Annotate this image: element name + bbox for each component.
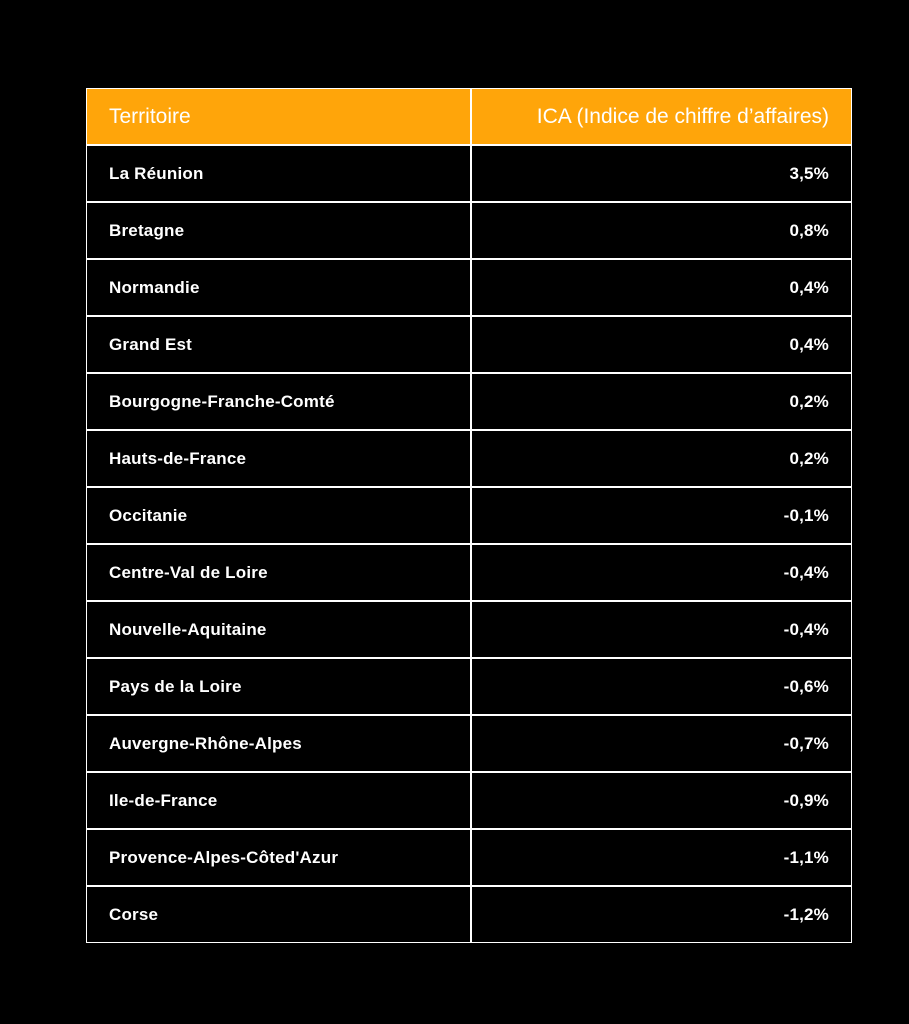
ica-table [86,88,852,943]
table-body [86,145,852,943]
cell-territoire: Provence-Alpes-Côted'Azur [86,829,471,886]
ica-table-container [86,88,852,943]
cell-territoire: Bourgogne-Franche-Comté [86,373,471,430]
table-row [86,658,852,715]
cell-territoire: Ile-de-France [86,772,471,829]
cell-territoire: Auvergne-Rhône-Alpes [86,715,471,772]
table-row [86,829,852,886]
cell-ica-value: 0,4% [471,316,852,373]
cell-ica-value: -0,4% [471,601,852,658]
table-row [86,430,852,487]
table-header-row [86,88,852,145]
cell-territoire: Normandie [86,259,471,316]
cell-territoire: Bretagne [86,202,471,259]
table-row [86,373,852,430]
column-header-ica: ICA (Indice de chiffre d’affaires) [471,88,852,145]
cell-ica-value: 3,5% [471,145,852,202]
table-row [86,772,852,829]
cell-ica-value: 0,2% [471,373,852,430]
cell-ica-value: -0,9% [471,772,852,829]
cell-territoire: Hauts-de-France [86,430,471,487]
cell-territoire: Corse [86,886,471,943]
table-row [86,259,852,316]
cell-ica-value: -0,4% [471,544,852,601]
cell-territoire: La Réunion [86,145,471,202]
table-row [86,601,852,658]
table-row [86,544,852,601]
cell-ica-value: 0,4% [471,259,852,316]
table-row [86,487,852,544]
cell-ica-value: 0,2% [471,430,852,487]
table-header [86,88,852,145]
table-row [86,145,852,202]
table-row [86,202,852,259]
cell-territoire: Grand Est [86,316,471,373]
cell-territoire: Occitanie [86,487,471,544]
cell-territoire: Centre-Val de Loire [86,544,471,601]
cell-ica-value: -1,1% [471,829,852,886]
column-header-territoire: Territoire [86,88,471,145]
cell-ica-value: -0,1% [471,487,852,544]
cell-ica-value: -0,7% [471,715,852,772]
table-row [86,886,852,943]
cell-territoire: Pays de la Loire [86,658,471,715]
table-row [86,715,852,772]
cell-ica-value: -1,2% [471,886,852,943]
cell-ica-value: 0,8% [471,202,852,259]
cell-ica-value: -0,6% [471,658,852,715]
cell-territoire: Nouvelle-Aquitaine [86,601,471,658]
table-row [86,316,852,373]
